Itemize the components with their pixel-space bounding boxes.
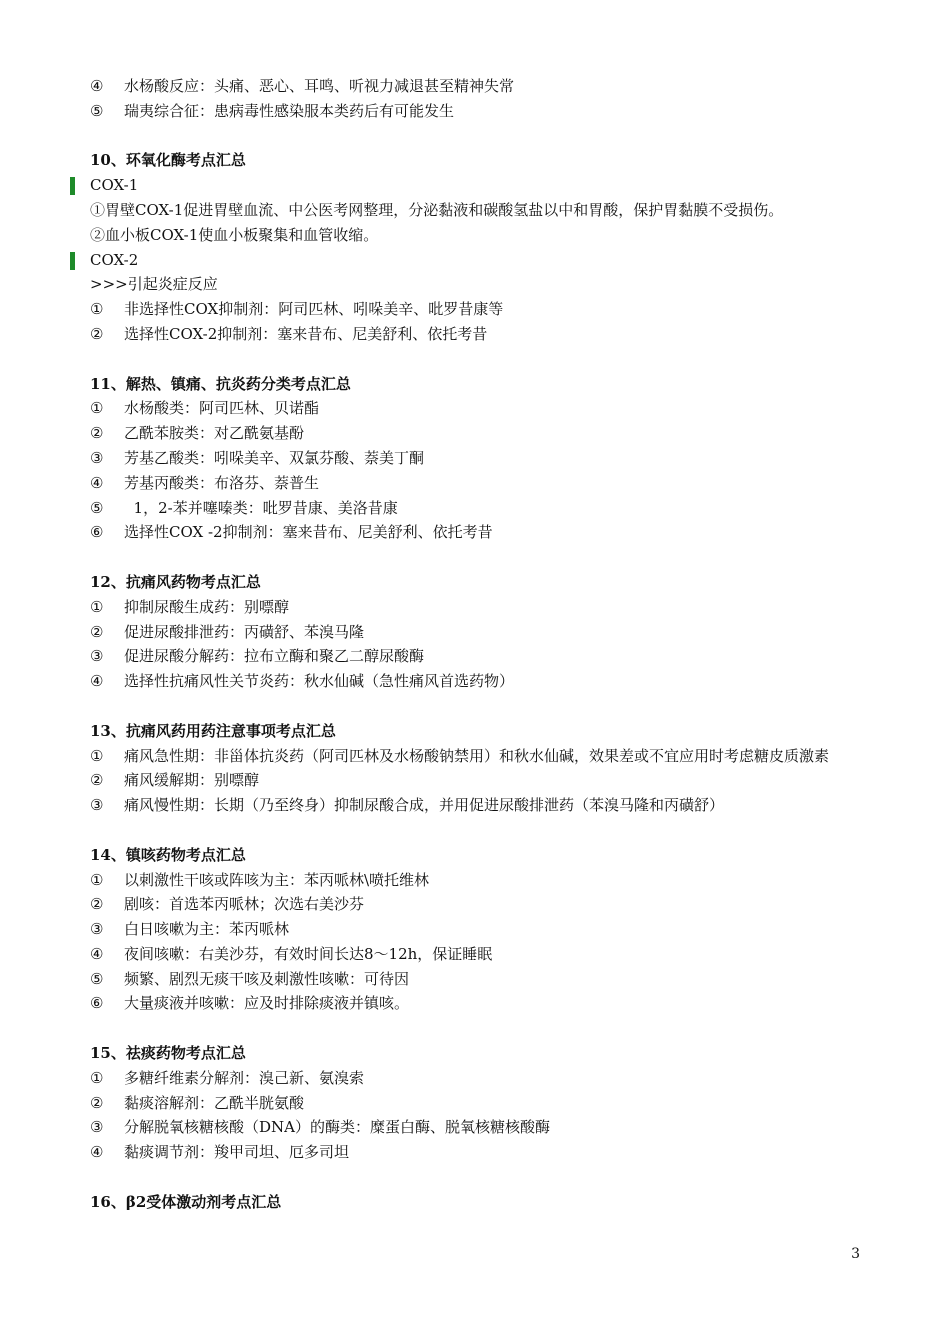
list-item: ⑤ 1，2-苯并噻嗪类：吡罗昔康、美洛昔康: [90, 498, 398, 517]
list-item: ⑤ 频繁、剧烈无痰干咳及刺激性咳嗽：可待因: [90, 969, 410, 988]
list-item: ① 抑制尿酸生成药：别嘌醇: [90, 597, 290, 616]
list-item: ③ 促进尿酸分解药：拉布立酶和聚乙二醇尿酸酶: [90, 647, 425, 666]
list-item: ② 痛风缓解期：别嘌醇: [90, 771, 260, 790]
list-item: ④ 水杨酸反应：头痛、恶心、耳鸣、听视力减退甚至精神失常: [90, 77, 515, 95]
cox2-note: >>>引起炎症反应: [90, 275, 218, 294]
green-marker-bar: [70, 252, 75, 270]
section-heading: 14、镇咳药物考点汇总: [90, 845, 246, 864]
section-heading: 15、祛痰药物考点汇总: [90, 1044, 246, 1063]
list-item: ② 乙酰苯胺类：对乙酰氨基酚: [90, 424, 305, 443]
section-heading: 16、β2受体激动剂考点汇总: [90, 1192, 282, 1211]
list-item: ③ 白日咳嗽为主：苯丙哌林: [90, 920, 290, 939]
list-item: ② 黏痰溶解剂：乙酰半胱氨酸: [90, 1093, 305, 1112]
list-item: ② 剧咳：首选苯丙哌林；次选右美沙芬: [90, 895, 365, 914]
list-item: ③ 分解脱氧核糖核酸（DNA）的酶类：糜蛋白酶、脱氧核糖核酸酶: [90, 1118, 550, 1137]
section-heading: 12、抗痛风药物考点汇总: [90, 572, 261, 591]
page-number: 3: [851, 1246, 860, 1262]
list-item: ② 促进尿酸排泄药：丙磺舒、苯溴马隆: [90, 622, 365, 641]
list-item: ② 选择性COX-2抑制剂：塞来昔布、尼美舒利、依托考昔: [90, 324, 488, 343]
list-item: ① 水杨酸类：阿司匹林、贝诺酯: [90, 399, 320, 418]
list-item: ②血小板COX-1使血小板聚集和血管收缩。: [90, 225, 379, 244]
list-item: ④ 夜间咳嗽：右美沙芬，有效时间长达8～12h，保证睡眠: [90, 944, 493, 963]
list-item: ① 以刺激性干咳或阵咳为主：苯丙哌林\喷托维林: [90, 870, 430, 889]
page-content: [90, 74, 880, 1215]
cox1-label: COX-1: [90, 173, 880, 198]
section-heading: 13、抗痛风药用药注意事项考点汇总: [90, 721, 336, 740]
list-item: ⑥ 选择性COX -2抑制剂：塞来昔布、尼美舒利、依托考昔: [90, 523, 493, 542]
section-heading: 10、环氧化酶考点汇总: [90, 151, 246, 170]
list-item: ① 痛风急性期：非甾体抗炎药（阿司匹林及水杨酸钠禁用）和秋水仙碱，效果差或不宜应用时考虑糖皮质激素: [90, 746, 830, 765]
list-item: ③ 痛风慢性期：长期（乃至终身）抑制尿酸合成，并用促进尿酸排泄药（苯溴马隆和丙磺舒）: [90, 796, 725, 815]
list-item: ① 非选择性COX抑制剂：阿司匹林、吲哚美辛、吡罗昔康等: [90, 300, 504, 319]
section-heading: 11、解热、镇痛、抗炎药分类考点汇总: [90, 374, 351, 393]
list-item: ⑥ 大量痰液并咳嗽：应及时排除痰液并镇咳。: [90, 994, 410, 1013]
list-item: ④ 芳基丙酸类：布洛芬、萘普生: [90, 473, 320, 492]
cox2-label: COX-2: [90, 248, 880, 273]
list-item: ① 多糖纤维素分解剂：溴己新、氨溴索: [90, 1068, 365, 1087]
list-item: ④ 选择性抗痛风性关节炎药：秋水仙碱（急性痛风首选药物）: [90, 672, 515, 691]
list-item: ③ 芳基乙酸类：吲哚美辛、双氯芬酸、萘美丁酮: [90, 448, 425, 467]
green-marker-bar: [70, 177, 75, 195]
list-item: ①胃壁COX-1促进胃壁血流、中公医考网整理，分泌黏液和碳酸氢盐以中和胃酸，保护胃黏膜不受损伤。: [90, 200, 784, 219]
list-item: ⑤ 瑞夷综合征：患病毒性感染服本类药后有可能发生: [90, 101, 455, 120]
list-item: ④ 黏痰调节剂：羧甲司坦、厄多司坦: [90, 1143, 350, 1162]
